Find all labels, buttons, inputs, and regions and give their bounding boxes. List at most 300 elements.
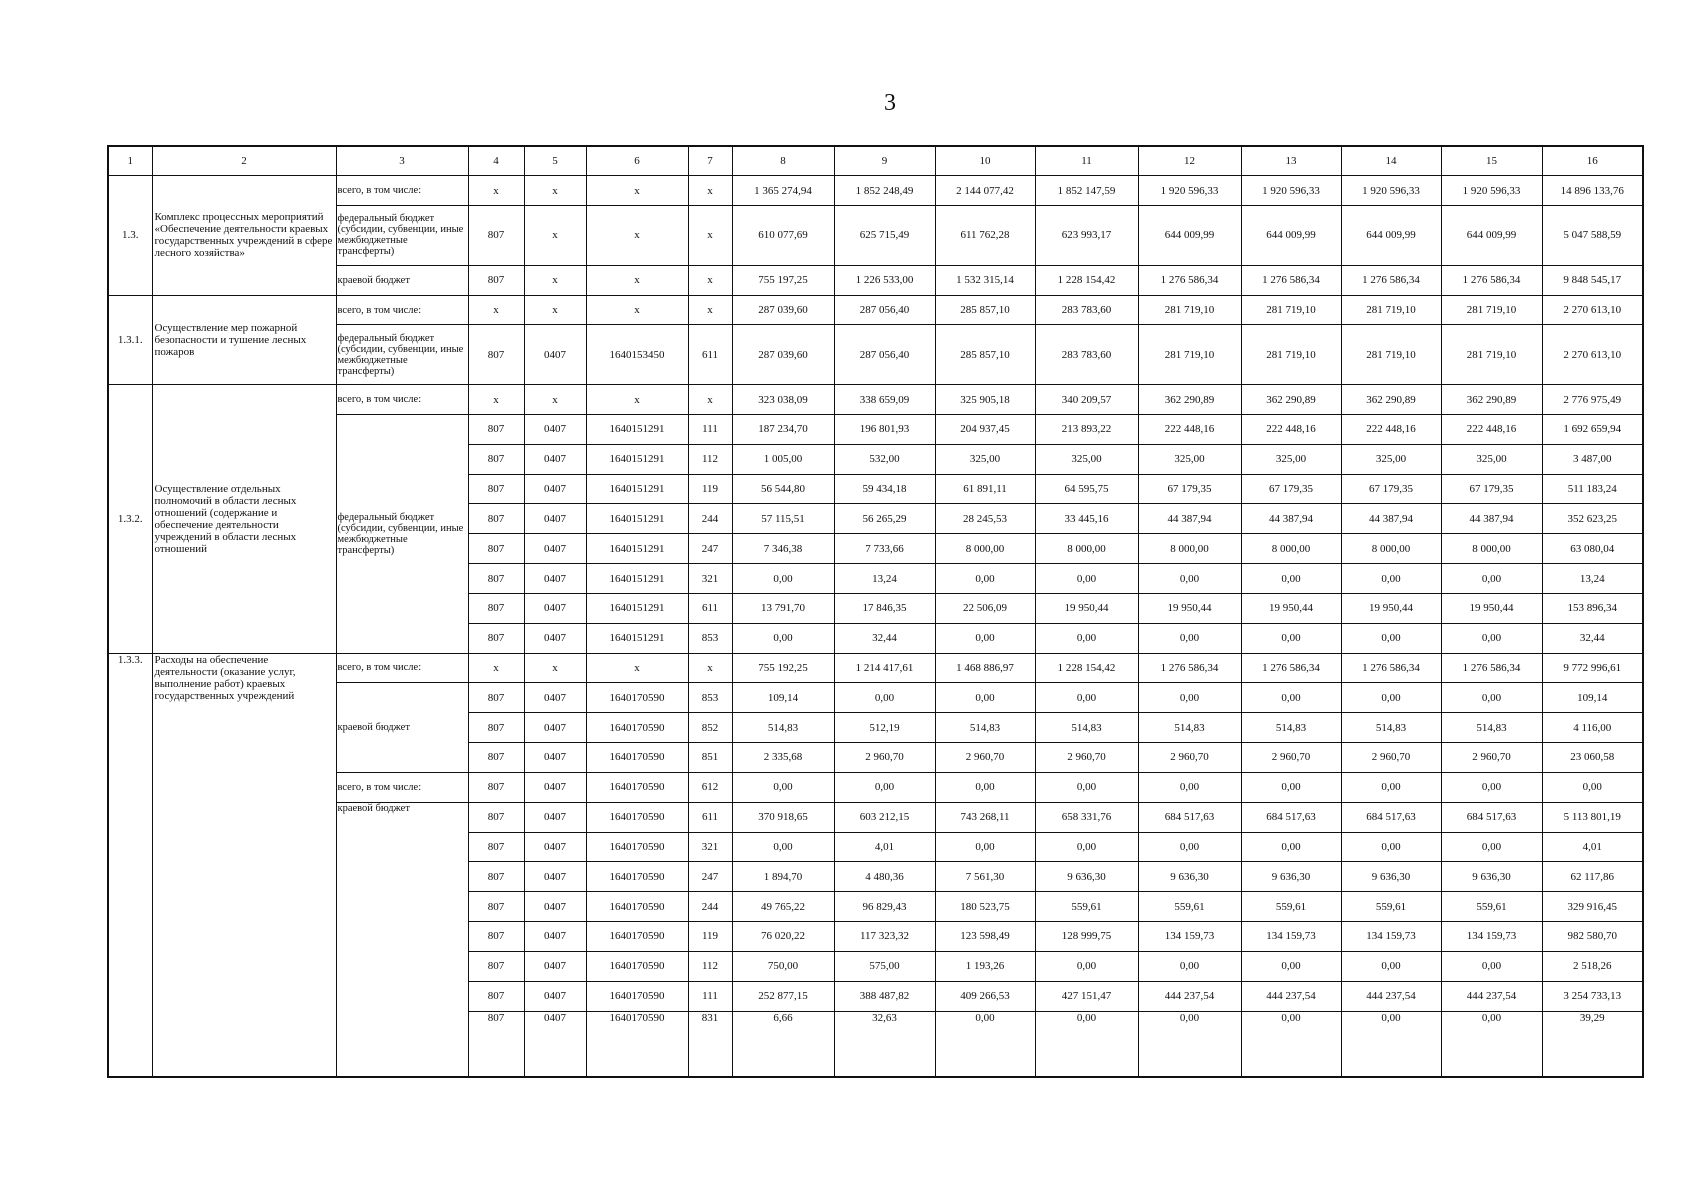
value-cell: 1 852 147,59 [1035,176,1138,206]
funding-source: всего, в том числе: [336,385,468,415]
funding-source: всего, в том числе: [336,653,468,683]
value-cell: 0,00 [935,623,1035,653]
value-cell: 59 434,18 [834,474,935,504]
cell-c4: 807 [468,265,524,295]
funding-source: всего, в том числе: [336,295,468,325]
value-cell: 0,00 [935,564,1035,594]
value-cell: 32,44 [834,623,935,653]
value-cell: 19 950,44 [1441,593,1542,623]
value-cell: 0,00 [732,832,834,862]
value-cell: 13 791,70 [732,593,834,623]
value-cell: 325,00 [1441,444,1542,474]
value-cell: 0,00 [732,772,834,802]
value-cell: 644 009,99 [1441,206,1542,266]
value-cell: 17 846,35 [834,593,935,623]
value-cell: 514,83 [935,713,1035,743]
cell-c4: 807 [468,623,524,653]
value-cell: 0,00 [1035,683,1138,713]
cell-c5: 0407 [524,802,586,832]
cell-c6: 1640153450 [586,325,688,385]
cell-c6: x [586,176,688,206]
value-cell: 514,83 [732,713,834,743]
value-cell: 1 276 586,34 [1138,653,1241,683]
column-header: 1 [108,146,152,176]
value-cell: 325,00 [935,444,1035,474]
value-cell: 511 183,24 [1542,474,1643,504]
value-cell: 0,00 [1341,683,1441,713]
value-cell: 444 237,54 [1341,981,1441,1011]
value-cell: 0,00 [1441,564,1542,594]
value-cell: 8 000,00 [1035,534,1138,564]
cell-c7: 611 [688,802,732,832]
value-cell: 340 209,57 [1035,385,1138,415]
value-cell: 684 517,63 [1241,802,1341,832]
cell-c5: 0407 [524,832,586,862]
value-cell: 644 009,99 [1138,206,1241,266]
table-row [108,802,1643,832]
value-cell: 444 237,54 [1441,981,1542,1011]
item-code: 1.3.3. [108,653,152,1077]
value-cell: 755 197,25 [732,265,834,295]
cell-c6: x [586,385,688,415]
funding-source: всего, в том числе: [336,176,468,206]
column-header: 11 [1035,146,1138,176]
cell-c4: x [468,385,524,415]
cell-c7: 611 [688,593,732,623]
item-name: Осуществление мер пожарной безопасности и тушение лесных пожаров [152,295,336,384]
value-cell: 2 960,70 [834,743,935,773]
value-cell: 7 346,38 [732,534,834,564]
value-cell: 44 387,94 [1241,504,1341,534]
value-cell: 287 056,40 [834,325,935,385]
cell-c5: 0407 [524,922,586,952]
value-cell: 287 039,60 [732,295,834,325]
value-cell: 9 636,30 [1441,862,1542,892]
value-cell: 0,00 [1441,832,1542,862]
value-cell: 3 254 733,13 [1542,981,1643,1011]
value-cell: 9 848 545,17 [1542,265,1643,295]
value-cell: 76 020,22 [732,922,834,952]
value-cell: 283 783,60 [1035,295,1138,325]
value-cell: 362 290,89 [1241,385,1341,415]
value-cell: 2 960,70 [1035,743,1138,773]
value-cell: 1 276 586,34 [1441,653,1542,683]
value-cell: 352 623,25 [1542,504,1643,534]
column-header: 5 [524,146,586,176]
value-cell: 2 270 613,10 [1542,325,1643,385]
cell-c5: x [524,265,586,295]
value-cell: 33 445,16 [1035,504,1138,534]
value-cell: 109,14 [732,683,834,713]
value-cell: 603 212,15 [834,802,935,832]
value-cell: 329 916,45 [1542,892,1643,922]
column-header: 9 [834,146,935,176]
value-cell: 134 159,73 [1241,922,1341,952]
value-cell: 559,61 [1441,892,1542,922]
value-cell: 362 290,89 [1341,385,1441,415]
value-cell: 123 598,49 [935,922,1035,952]
cell-c6: 1640151291 [586,504,688,534]
cell-c4: 807 [468,504,524,534]
value-cell: 1 920 596,33 [1138,176,1241,206]
cell-c6: 1640151291 [586,623,688,653]
value-cell: 213 893,22 [1035,414,1138,444]
value-cell: 285 857,10 [935,325,1035,385]
value-cell: 514,83 [1138,713,1241,743]
value-cell: 325,00 [1035,444,1138,474]
value-cell: 1 226 533,00 [834,265,935,295]
value-cell: 0,00 [1035,832,1138,862]
value-cell: 19 950,44 [1241,593,1341,623]
value-cell: 13,24 [834,564,935,594]
value-cell: 32,63 [834,1011,935,1077]
cell-c7: 111 [688,414,732,444]
value-cell: 14 896 133,76 [1542,176,1643,206]
value-cell: 370 918,65 [732,802,834,832]
value-cell: 0,00 [1441,1011,1542,1077]
value-cell: 575,00 [834,951,935,981]
value-cell: 0,00 [1035,951,1138,981]
cell-c4: 807 [468,444,524,474]
value-cell: 1 005,00 [732,444,834,474]
value-cell: 1 852 248,49 [834,176,935,206]
value-cell: 512,19 [834,713,935,743]
value-cell: 1 920 596,33 [1241,176,1341,206]
value-cell: 8 000,00 [935,534,1035,564]
value-cell: 0,00 [834,772,935,802]
value-cell: 1 276 586,34 [1441,265,1542,295]
cell-c5: 0407 [524,414,586,444]
cell-c7: 852 [688,713,732,743]
cell-c6: 1640170590 [586,922,688,952]
cell-c5: 0407 [524,534,586,564]
cell-c4: 807 [468,922,524,952]
cell-c5: 0407 [524,623,586,653]
value-cell: 1 276 586,34 [1138,265,1241,295]
value-cell: 8 000,00 [1441,534,1542,564]
value-cell: 559,61 [1035,892,1138,922]
value-cell: 0,00 [1441,623,1542,653]
value-cell: 1 228 154,42 [1035,653,1138,683]
cell-c5: 0407 [524,981,586,1011]
value-cell: 5 113 801,19 [1542,802,1643,832]
value-cell: 56 544,80 [732,474,834,504]
value-cell: 514,83 [1035,713,1138,743]
cell-c5: 0407 [524,892,586,922]
value-cell: 610 077,69 [732,206,834,266]
value-cell: 67 179,35 [1341,474,1441,504]
cell-c6: x [586,265,688,295]
value-cell: 187 234,70 [732,414,834,444]
value-cell: 644 009,99 [1241,206,1341,266]
value-cell: 1 920 596,33 [1441,176,1542,206]
value-cell: 287 056,40 [834,295,935,325]
value-cell: 1 276 586,34 [1341,265,1441,295]
table-row [108,265,1643,295]
value-cell: 0,00 [1035,772,1138,802]
value-cell: 109,14 [1542,683,1643,713]
value-cell: 1 468 886,97 [935,653,1035,683]
value-cell: 222 448,16 [1441,414,1542,444]
column-header: 16 [1542,146,1643,176]
cell-c4: 807 [468,474,524,504]
funding-source: краевой бюджет [336,683,468,772]
value-cell: 281 719,10 [1441,295,1542,325]
value-cell: 13,24 [1542,564,1643,594]
value-cell: 644 009,99 [1341,206,1441,266]
value-cell: 427 151,47 [1035,981,1138,1011]
cell-c6: x [586,295,688,325]
value-cell: 325,00 [1341,444,1441,474]
page-number: 3 [884,90,896,116]
value-cell: 9 636,30 [1138,862,1241,892]
value-cell: 281 719,10 [1138,325,1241,385]
cell-c4: 807 [468,1011,524,1077]
item-code: 1.3.1. [108,295,152,384]
value-cell: 2 144 077,42 [935,176,1035,206]
budget-table [107,145,1644,1078]
value-cell: 1 228 154,42 [1035,265,1138,295]
cell-c4: 807 [468,206,524,266]
value-cell: 362 290,89 [1441,385,1542,415]
cell-c6: 1640170590 [586,981,688,1011]
value-cell: 0,00 [935,1011,1035,1077]
cell-c6: 1640170590 [586,1011,688,1077]
value-cell: 0,00 [1138,772,1241,802]
column-header: 15 [1441,146,1542,176]
item-name: Комплекс процессных мероприятий «Обеспечение деятельности краевых государственных учреждений в сфере лесного хозяйства» [152,176,336,295]
cell-c7: 851 [688,743,732,773]
cell-c7: 119 [688,922,732,952]
value-cell: 325 905,18 [935,385,1035,415]
value-cell: 1 214 417,61 [834,653,935,683]
cell-c6: 1640151291 [586,534,688,564]
value-cell: 1 276 586,34 [1241,265,1341,295]
cell-c6: 1640170590 [586,683,688,713]
value-cell: 444 237,54 [1138,981,1241,1011]
cell-c5: 0407 [524,743,586,773]
item-code: 1.3. [108,176,152,295]
cell-c4: 807 [468,414,524,444]
cell-c4: 807 [468,564,524,594]
cell-c5: 0407 [524,713,586,743]
funding-source: федеральный бюджет (субсидии, субвенции, иные межбюджетные трансферты) [336,325,468,385]
cell-c7: 853 [688,623,732,653]
column-header: 13 [1241,146,1341,176]
value-cell: 281 719,10 [1441,325,1542,385]
cell-c4: 807 [468,981,524,1011]
value-cell: 1 276 586,34 [1341,653,1441,683]
value-cell: 44 387,94 [1138,504,1241,534]
cell-c5: 0407 [524,683,586,713]
table-row [108,414,1643,444]
value-cell: 9 772 996,61 [1542,653,1643,683]
value-cell: 0,00 [1035,623,1138,653]
cell-c5: x [524,206,586,266]
value-cell: 285 857,10 [935,295,1035,325]
value-cell: 0,00 [1341,772,1441,802]
cell-c6: 1640170590 [586,892,688,922]
value-cell: 222 448,16 [1241,414,1341,444]
cell-c7: 853 [688,683,732,713]
value-cell: 0,00 [1138,683,1241,713]
value-cell: 1 532 315,14 [935,265,1035,295]
cell-c6: 1640170590 [586,713,688,743]
cell-c7: x [688,176,732,206]
value-cell: 67 179,35 [1241,474,1341,504]
cell-c7: 119 [688,474,732,504]
value-cell: 0,00 [1341,832,1441,862]
funding-source: всего, в том числе: [336,772,468,802]
value-cell: 2 960,70 [1138,743,1241,773]
cell-c5: 0407 [524,862,586,892]
cell-c6: 1640170590 [586,772,688,802]
value-cell: 559,61 [1241,892,1341,922]
cell-c5: 0407 [524,325,586,385]
cell-c6: 1640170590 [586,832,688,862]
cell-c4: 807 [468,713,524,743]
value-cell: 0,00 [1341,564,1441,594]
item-name: Осуществление отдельных полномочий в области лесных отношений (содержание и обеспечение деятельности учреждений в области лесных отношений [152,385,336,653]
cell-c7: 244 [688,892,732,922]
value-cell: 7 733,66 [834,534,935,564]
cell-c5: 0407 [524,1011,586,1077]
value-cell: 32,44 [1542,623,1643,653]
value-cell: 0,00 [1241,623,1341,653]
cell-c7: 611 [688,325,732,385]
cell-c4: 807 [468,743,524,773]
value-cell: 325,00 [1138,444,1241,474]
cell-c4: 807 [468,892,524,922]
value-cell: 281 719,10 [1241,325,1341,385]
table-row [108,325,1643,385]
value-cell: 623 993,17 [1035,206,1138,266]
value-cell: 3 487,00 [1542,444,1643,474]
cell-c5: x [524,295,586,325]
value-cell: 684 517,63 [1441,802,1542,832]
cell-c7: 831 [688,1011,732,1077]
value-cell: 61 891,11 [935,474,1035,504]
value-cell: 0,00 [1138,564,1241,594]
value-cell: 4,01 [1542,832,1643,862]
column-header: 4 [468,146,524,176]
value-cell: 0,00 [1441,683,1542,713]
value-cell: 750,00 [732,951,834,981]
value-cell: 19 950,44 [1138,593,1241,623]
cell-c5: 0407 [524,951,586,981]
cell-c7: 111 [688,981,732,1011]
value-cell: 1 920 596,33 [1341,176,1441,206]
value-cell: 559,61 [1138,892,1241,922]
value-cell: 514,83 [1341,713,1441,743]
value-cell: 2 960,70 [1441,743,1542,773]
cell-c7: x [688,265,732,295]
value-cell: 1 365 274,94 [732,176,834,206]
value-cell: 67 179,35 [1441,474,1542,504]
value-cell: 8 000,00 [1138,534,1241,564]
value-cell: 0,00 [1341,951,1441,981]
cell-c5: x [524,176,586,206]
cell-c4: 807 [468,772,524,802]
table-row [108,176,1643,206]
cell-c6: 1640151291 [586,414,688,444]
value-cell: 67 179,35 [1138,474,1241,504]
value-cell: 0,00 [732,564,834,594]
value-cell: 63 080,04 [1542,534,1643,564]
value-cell: 96 829,43 [834,892,935,922]
value-cell: 684 517,63 [1341,802,1441,832]
cell-c6: 1640170590 [586,951,688,981]
value-cell: 0,00 [1241,832,1341,862]
value-cell: 0,00 [1138,832,1241,862]
value-cell: 204 937,45 [935,414,1035,444]
value-cell: 7 561,30 [935,862,1035,892]
table-row [108,295,1643,325]
value-cell: 684 517,63 [1138,802,1241,832]
cell-c7: x [688,295,732,325]
value-cell: 287 039,60 [732,325,834,385]
value-cell: 0,00 [935,772,1035,802]
value-cell: 388 487,82 [834,981,935,1011]
value-cell: 611 762,28 [935,206,1035,266]
header-row [108,146,1643,176]
value-cell: 5 047 588,59 [1542,206,1643,266]
cell-c7: 112 [688,444,732,474]
item-name: Расходы на обеспечение деятельности (оказание услуг, выполнение работ) краевых государственных учреждений [152,653,336,1077]
cell-c4: 807 [468,832,524,862]
value-cell: 2 270 613,10 [1542,295,1643,325]
value-cell: 180 523,75 [935,892,1035,922]
cell-c7: x [688,653,732,683]
value-cell: 444 237,54 [1241,981,1341,1011]
value-cell: 0,00 [732,623,834,653]
value-cell: 8 000,00 [1241,534,1341,564]
value-cell: 222 448,16 [1341,414,1441,444]
value-cell: 0,00 [1241,951,1341,981]
cell-c5: 0407 [524,772,586,802]
value-cell: 1 193,26 [935,951,1035,981]
value-cell: 0,00 [1241,772,1341,802]
value-cell: 0,00 [1241,1011,1341,1077]
cell-c4: 807 [468,683,524,713]
value-cell: 2 960,70 [1241,743,1341,773]
cell-c7: 112 [688,951,732,981]
cell-c5: 0407 [524,593,586,623]
value-cell: 281 719,10 [1341,295,1441,325]
value-cell: 4,01 [834,832,935,862]
value-cell: 625 715,49 [834,206,935,266]
value-cell: 0,00 [1035,564,1138,594]
value-cell: 0,00 [1138,623,1241,653]
value-cell: 19 950,44 [1341,593,1441,623]
cell-c7: 321 [688,564,732,594]
value-cell: 8 000,00 [1341,534,1441,564]
cell-c7: 247 [688,534,732,564]
value-cell: 514,83 [1241,713,1341,743]
cell-c6: 1640170590 [586,862,688,892]
value-cell: 0,00 [1441,951,1542,981]
value-cell: 281 719,10 [1138,295,1241,325]
value-cell: 19 950,44 [1035,593,1138,623]
value-cell: 0,00 [935,832,1035,862]
cell-c6: x [586,653,688,683]
value-cell: 2 335,68 [732,743,834,773]
cell-c6: 1640170590 [586,802,688,832]
cell-c4: 807 [468,802,524,832]
table-row [108,206,1643,266]
cell-c7: 247 [688,862,732,892]
value-cell: 281 719,10 [1241,295,1341,325]
